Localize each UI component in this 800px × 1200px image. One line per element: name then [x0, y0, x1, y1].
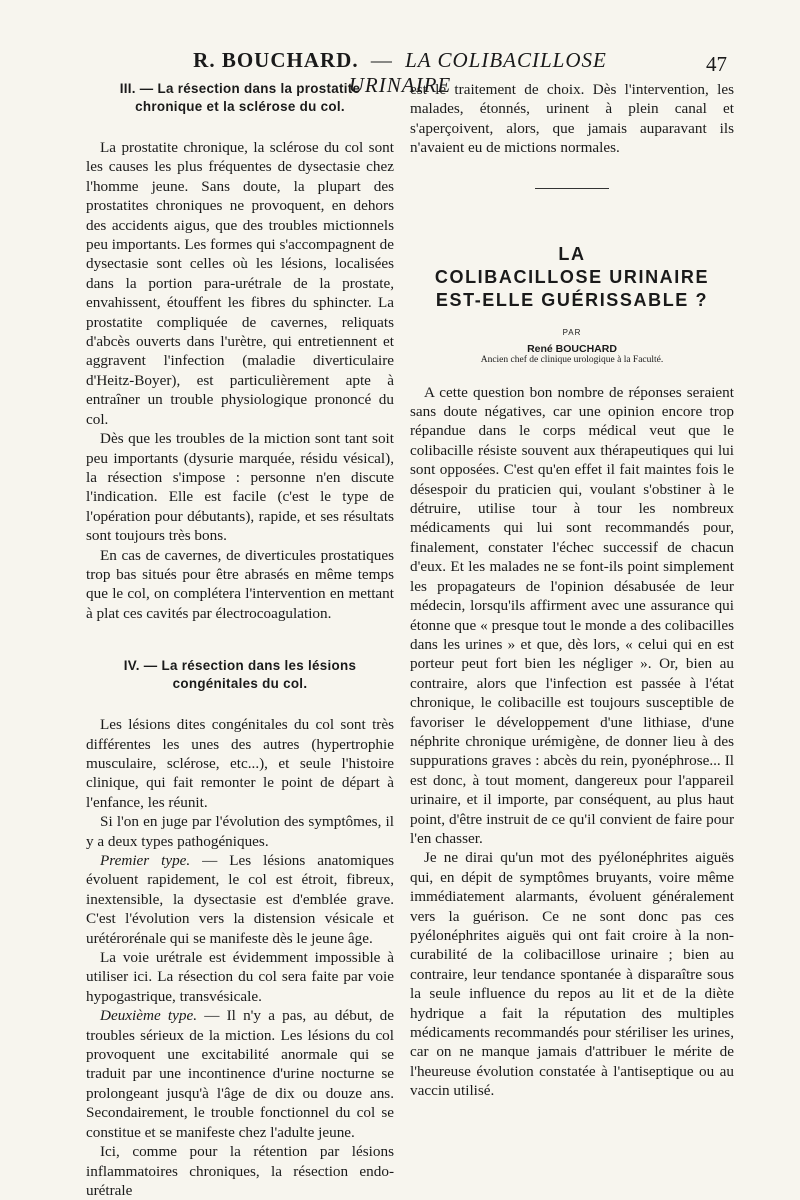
section-iv-paragraph: La voie urétrale est évidemment impossible à utiliser ici. La résection du col sera faite par voie hypogastrique, transvésicale.: [86, 949, 394, 1005]
section-iii-paragraph: En cas de cavernes, de diverticules prostatiques trop bas situés pour être abrasés en même temps que le col, on complétera l'intervention en mettant à plat ces cavités par électrocoagulation.: [86, 546, 394, 622]
second-type-label: Deuxième type.: [100, 1007, 198, 1025]
section-iv-heading-line1: IV. — La résection dans les lésions: [123, 658, 357, 674]
article-title-line3: EST-ELLE GUÉRISSABLE ?: [435, 289, 709, 310]
section-iv-heading-line2: congénitales du col.: [172, 676, 308, 692]
article-par: PAR: [562, 327, 582, 337]
running-head-title: LA COLIBACILLOSE URINAIRE: [348, 48, 607, 97]
separator-rule: [535, 188, 609, 189]
article-title: [410, 243, 734, 312]
article-title-line1: LA: [558, 243, 586, 264]
article-paragraph: Je ne dirai qu'un mot des pyélonéphrites aiguës qui, en dépit de symptômes bruyants, voire même immédiatement alarmants, évoluent généralement vers la guérison. Ce ne sont donc pas ces pyélonéphrites aiguës qui ont fait croire à la non-curabilité de la colibacillose urinaire ; bien au contraire, leur tendance spontanée à disparaître sous la seule influence du repos au lit et de la diète hydrique a fait la réputation des multiples médicaments recommandés pour stériliser les urines, car on ne manque jamais d'attribuer le mérite de l'heureuse évolution constatée à l'antiseptique ou au vaccin utilisé.: [410, 849, 734, 1100]
section-iii-heading-line1: III. — La résection dans la prostatite: [119, 81, 361, 96]
right-column: [410, 80, 734, 1101]
article-affiliation: Ancien chef de clinique urologique à la Faculté.: [480, 354, 664, 365]
page-number: 47: [706, 52, 727, 76]
section-iv-paragraph: Si l'on en juge par l'évolution des symptômes, il y a deux types pathogéniques.: [86, 813, 394, 850]
section-iii-paragraph: La prostatite chronique, la sclérose du col sont les causes les plus fréquentes de dysectasie chez l'homme jeune. Sans doute, la plupart des prostatites chroniques ne provoquent, en dehors des accidents aigus, que des troubles mictionnels peu importants. Les formes qui s'accompagnent de dysectasie sont celles où les lésions, localisées dans la portion para-urétrale de la prostate, envahissent, étouffent les fibres du sphincter. La prostatite compliquée de cavernes, reliquats d'abcès ouverts dans l'urètre, qui entretiennent et aggravent l'infection (maladie diverticulaire d'Heitz-Boyer), est particulièrement apte à entraîner un trouble physiologique prononcé du col.: [86, 139, 394, 428]
left-column: [86, 80, 394, 1200]
article-author: René BOUCHARD: [527, 342, 617, 355]
second-type-text: — Il n'y a pas, au début, de troubles sérieux de la miction. Les lésions du col provoquent une excitabilité anormale qui se traduit par une incontinence d'urine nocturne se prolongeant jusqu'à l'âge de dix ou douze ans. Secondairement, le trouble fonctionnel du col se constitue et se manifeste chez l'adulte jeune.: [86, 1007, 394, 1141]
running-head-author: R. BOUCHARD.: [193, 48, 359, 72]
running-head-separator: —: [370, 48, 393, 72]
continuation-paragraph: est le traitement de choix. Dès l'intervention, les malades, étonnés, urinent à plein canal et s'aperçoivent, alors, que jamais auparavant ils n'avaient eu de mictions normales.: [410, 81, 734, 157]
section-iv-paragraph-second-type: [86, 1006, 394, 1142]
section-iv-paragraph-first-type: [86, 851, 394, 948]
section-iii-heading: [86, 80, 394, 116]
section-iv-paragraph: Ici, comme pour la rétention par lésions inflammatoires chroniques, la résection endo-urétrale: [86, 1143, 394, 1199]
article-title-line2: COLIBACILLOSE URINAIRE: [434, 266, 710, 287]
first-type-label: Premier type.: [100, 852, 191, 869]
section-iv-paragraph: Les lésions dites congénitales du col sont très différentes les unes des autres (hypertrophie musculaire, sclérose, etc...), et seule l'histoire clinique, qui fait remonter le point de départ à l'enfance, les réunit.: [86, 716, 394, 811]
section-iii-heading-line2: chronique et la sclérose du col.: [135, 99, 345, 114]
article-paragraph: A cette question bon nombre de réponses seraient sans doute négatives, car une opinion encore trop répandue dans le corps médical veut que le colibacille résiste souvent aux thérapeutiques qui lui sont opposées. C'est qu'en effet il fait maintes fois le désespoir du praticien qui, voulant s'obstiner à le détruire, utilise tour à tour les nombreux médicaments qui lui sont recommandés pour, finalement, constater l'échec successif de chacun d'eux. Et les malades ne se font-ils point simplement les propagateurs de l'opinion désabusée de leur médecin, lorsqu'ils affirment avec une assurance qui étonne que « presque tout le monde a des colibacilles dans les urines » et que, dès lors, « celui qui en est porteur peut fort bien les négliger ». Or, bien au contraire, alors que l'infection est passée à l'état chronique, le colibacille est toujours susceptible de favoriser le développement d'une lithiase, d'une néphrite chronique urémigène, de donner lieu à des suppurations graves : abcès du rein, pyonéphrose... Il est donc, à tout moment, dangereux pour l'appareil urinaire, et il importe, par conséquent, au plus haut point, d'être instruit de ce qu'il convient de faire pour l'en chasser.: [410, 383, 734, 847]
first-type-text: — Les lésions anatomiques évoluent rapidement, le col est étroit, fibreux, inextensible, la dysectasie est d'emblée grave. C'est l'évolution vers la distension vésicale et urétérorénale qui se manifeste dès le jeune âge.: [86, 852, 394, 947]
section-iv-heading: [86, 657, 394, 693]
section-iii-paragraph: Dès que les troubles de la miction sont tant soit peu importants (dysurie marquée, résidu vésical), la résection s'impose : personne n'en discute l'indication. Elle est facile (c'est le type de l'opération pour débutants), rapide, et ses résultats sont toujours très bons.: [86, 430, 394, 545]
